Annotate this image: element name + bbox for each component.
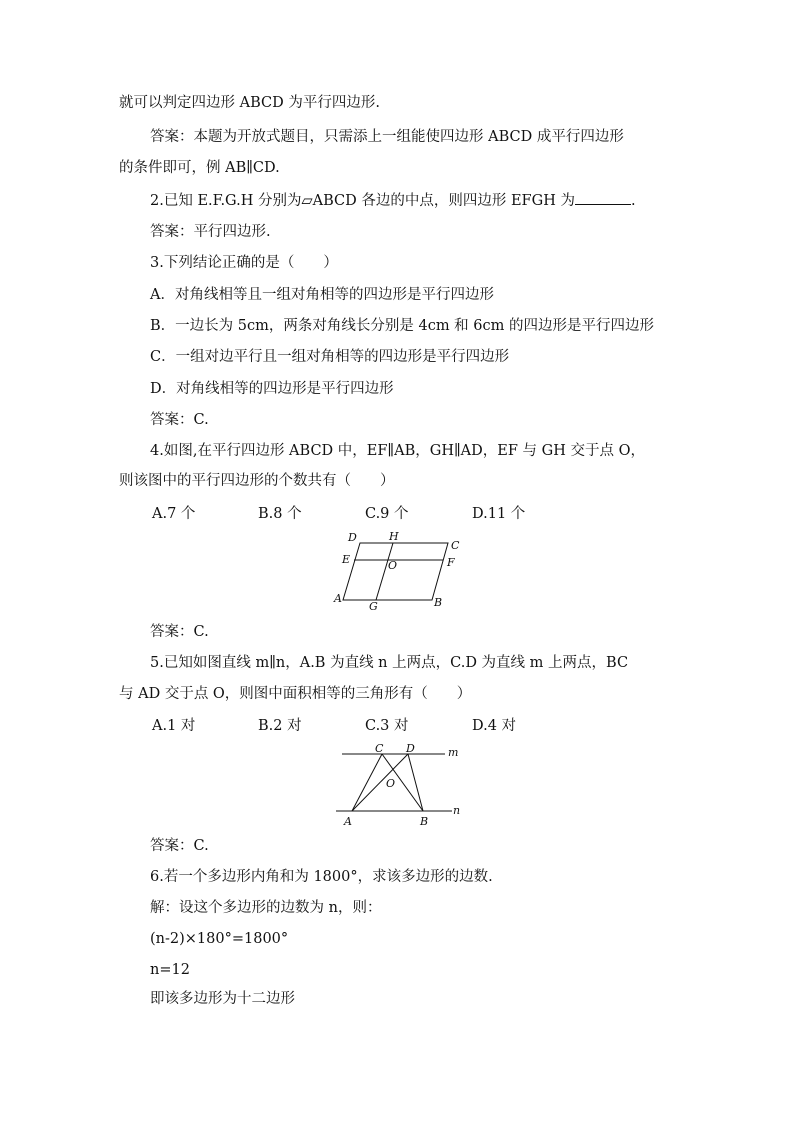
answer-2: 答案：平行四边形. [150, 224, 271, 240]
label-f: F [447, 556, 455, 569]
q5-option-a: A.1 对 [152, 718, 196, 734]
segment-ac [352, 754, 382, 811]
parallel-lines-figure [330, 740, 470, 830]
question-2 [150, 190, 636, 211]
solution-intro: 解：设这个多边形的边数为 n，则： [150, 900, 382, 916]
question-2-text: 2.已知 E.F.G.H 分别为▱ABCD 各边的中点，则四边形 EFGH 为 [150, 193, 575, 209]
solution-equation: (n-2)×180°=1800° [150, 931, 289, 947]
q4-option-d: D.11 个 [472, 506, 526, 522]
q3-option-d: D．对角线相等的四边形是平行四边形 [150, 381, 394, 397]
label-n: n [453, 804, 461, 817]
text-line-3: 的条件即可，例 AB∥CD. [119, 160, 280, 176]
solution-conclusion: 即该多边形为十二边形 [150, 991, 295, 1007]
question-5-line-2: 与 AD 交于点 O，则图中面积相等的三角形有（ ） [119, 686, 472, 702]
q3-option-c: C．一组对边平行且一组对角相等的四边形是平行四边形 [150, 349, 510, 365]
label-m: m [448, 746, 459, 759]
label-c: C [375, 742, 384, 755]
question-2-period: . [630, 193, 636, 209]
label-b: B [420, 815, 429, 828]
q4-option-b: B.8 个 [258, 506, 302, 522]
solution-result: n=12 [150, 962, 190, 978]
q4-option-a: A.7 个 [152, 506, 196, 522]
label-a: A [334, 592, 342, 605]
q4-option-c: C.9 个 [365, 506, 409, 522]
answer-3: 答案：C. [150, 412, 209, 428]
label-c: C [451, 539, 460, 552]
label-o: O [388, 559, 398, 572]
answer-blank [575, 190, 631, 205]
text-line-2: 答案：本题为开放式题目，只需添上一组能使四边形 ABCD 成平行四边形 [150, 129, 624, 145]
question-6: 6.若一个多边形内角和为 1800°，求该多边形的边数. [150, 869, 493, 885]
q5-option-b: B.2 对 [258, 718, 302, 734]
text-line-1: 就可以判定四边形 ABCD 为平行四边形. [119, 95, 380, 111]
question-4-line-1: 4.如图,在平行四边形 ABCD 中，EF∥AB，GH∥AD，EF 与 GH 交于点 O， [150, 443, 645, 459]
label-b: B [434, 596, 443, 609]
q3-option-b: B．一边长为 5cm，两条对角线长分别是 4cm 和 6cm 的四边形是平行四边形 [150, 318, 654, 334]
label-h: H [389, 530, 399, 543]
parallelogram-figure [330, 530, 470, 612]
label-d: D [406, 742, 415, 755]
segment-bd [408, 754, 423, 811]
segment-ad [352, 754, 408, 811]
label-d: D [348, 531, 357, 544]
answer-5: 答案：C. [150, 838, 209, 854]
label-g: G [369, 600, 378, 612]
q5-option-c: C.3 对 [365, 718, 409, 734]
label-o: O [386, 777, 396, 790]
question-4-line-2: 则该图中的平行四边形的个数共有（ ） [119, 473, 395, 489]
q5-option-d: D.4 对 [472, 718, 517, 734]
question-3: 3.下列结论正确的是（ ） [150, 255, 338, 271]
label-a: A [344, 815, 352, 828]
question-5-line-1: 5.已知如图直线 m∥n，A.B 为直线 n 上两点，C.D 为直线 m 上两点，BC [150, 655, 629, 671]
answer-4: 答案：C. [150, 624, 209, 640]
label-e: E [342, 553, 351, 566]
q3-option-a: A．对角线相等且一组对角相等的四边形是平行四边形 [150, 287, 494, 303]
